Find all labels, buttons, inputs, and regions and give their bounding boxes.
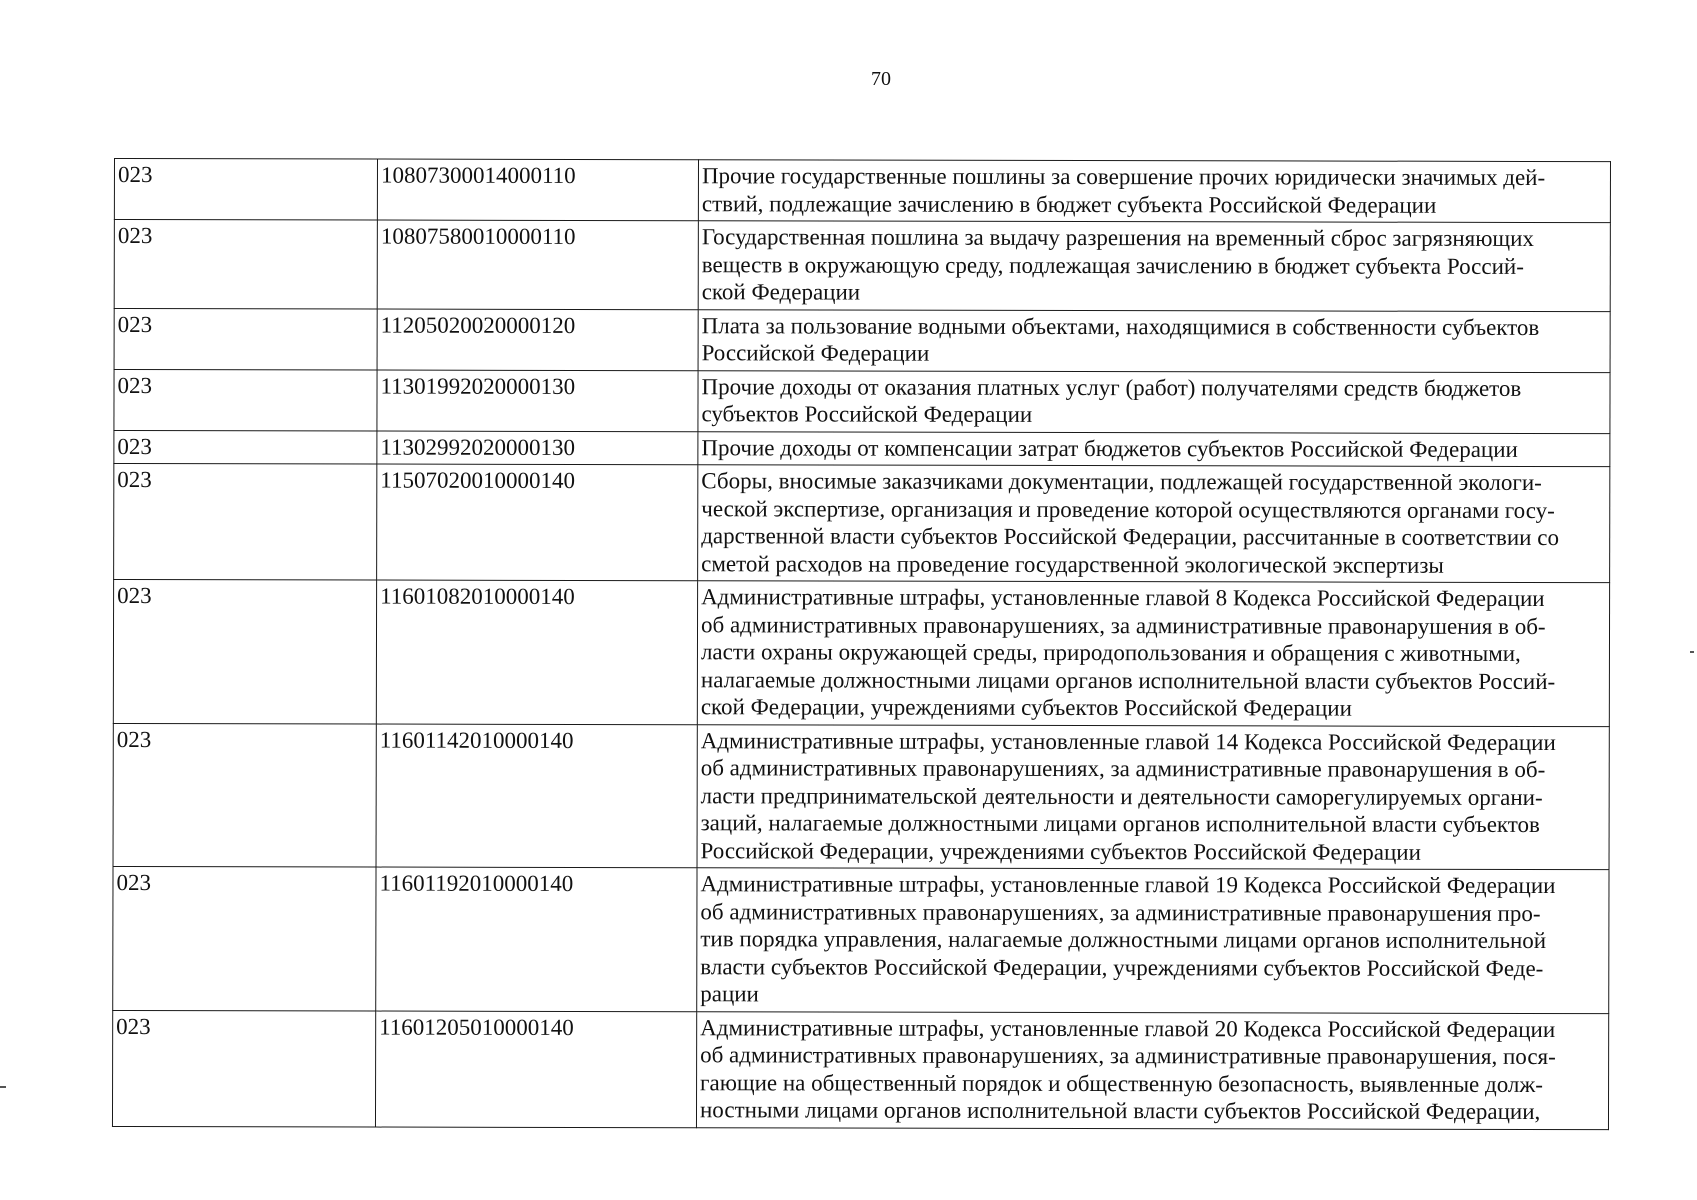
kbk-code-cell: 11302992020000130 <box>377 431 698 465</box>
table-row <box>114 220 1610 312</box>
description-cell <box>696 1011 1608 1129</box>
description-line: Плата за пользование водными объектами, находящимися в собственности субъектов <box>701 312 1540 340</box>
scan-mark <box>1690 651 1694 653</box>
admin-code-cell: 023 <box>113 723 376 867</box>
scan-mark <box>0 1086 6 1088</box>
description-line: об административных правонарушениях, за административные правонарушения про- <box>700 898 1541 926</box>
description-cell <box>698 431 1610 466</box>
description-line: Административные штрафы, установленные главой 14 Кодекса Российской Федерации <box>700 727 1556 755</box>
kbk-code-cell: 11507020010000140 <box>377 464 698 581</box>
description-line: Прочие государственные пошлины за совершение прочих юридически значимых дей- <box>701 163 1546 190</box>
description-cell <box>698 465 1610 583</box>
description-line: ской Федерации <box>701 279 861 305</box>
description-line: об административных правонарушениях, за административные правонарушения, пося- <box>700 1042 1556 1070</box>
description-line: налагаемые должностными лицами органов исполнительной власти субъектов Россий- <box>700 666 1556 694</box>
description-line: сметой расходов на проведение государственной экологической экспертизы <box>701 550 1444 578</box>
description-line: рации <box>700 981 759 1007</box>
table-row <box>113 580 1609 727</box>
description-line: ласти предпринимательской деятельности и деятельности саморегулируемых органи- <box>700 782 1543 810</box>
admin-code-cell: 023 <box>114 464 377 581</box>
description-line: об административных правонарушениях, за административные правонарушения в об- <box>700 611 1546 639</box>
description-line: ской Федерации, учреждениями субъектов Российской Федерации <box>700 694 1352 721</box>
description-line: Прочие доходы от оказания платных услуг (работ) получателями средств бюджетов <box>701 373 1522 401</box>
description-line: власти субъектов Российской Федерации, учреждениями субъектов Российской Феде- <box>700 953 1544 981</box>
table-row <box>113 723 1609 870</box>
admin-code-cell: 023 <box>112 1010 375 1127</box>
description-cell <box>697 724 1609 869</box>
description-line: субъектов Российской Федерации <box>701 401 1033 427</box>
description-line: Российской Федерации, учреждениями субъектов Российской Федерации <box>700 837 1421 865</box>
description-cell <box>697 868 1609 1013</box>
description-cell <box>698 221 1610 311</box>
table-row <box>112 1010 1608 1129</box>
description-line: заций, налагаемые должностными лицами органов исполнительной власти субъектов <box>700 810 1540 837</box>
kbk-code-cell: 10807580010000110 <box>377 220 698 309</box>
table-row <box>114 369 1610 433</box>
description-line: ствий, подлежащие зачислению в бюджет субъекта Российской Федерации <box>701 190 1437 218</box>
description-line: Административные штрафы, установленные главой 8 Кодекса Российской Федерации <box>701 584 1545 611</box>
admin-code-cell: 023 <box>114 220 377 309</box>
description-line: Государственная пошлина за выдачу разрешения на временный сброс загрязняющих <box>701 224 1534 251</box>
admin-code-cell: 023 <box>114 159 377 221</box>
admin-code-cell: 023 <box>113 866 376 1010</box>
table-row <box>114 308 1610 372</box>
description-line: ческой экспертизе, организация и проведение которой осуществляются органами госу- <box>701 495 1555 523</box>
description-cell <box>698 309 1610 372</box>
description-line: дарственной власти субъектов Российской Федерации, рассчитанные в соответствии со <box>701 523 1560 551</box>
description-line: Прочие доходы от компенсации затрат бюджетов субъектов Российской Федерации <box>701 434 1518 462</box>
table-row <box>114 159 1610 223</box>
table-row <box>113 866 1609 1013</box>
description-line: тив порядка управления, налагаемые должностными лицами органов исполнительной <box>700 926 1547 954</box>
description-cell <box>697 581 1609 726</box>
description-line: ностными лицами органов исполнительной власти субъектов Российской Федерации, <box>699 1097 1541 1124</box>
table-row <box>114 464 1610 583</box>
description-cell <box>698 160 1610 223</box>
kbk-code-cell: 11601192010000140 <box>376 867 697 1011</box>
kbk-code-cell: 11601205010000140 <box>375 1011 696 1128</box>
description-line: веществ в окружающую среду, подлежащая зачислению в бюджет субъекта Россий- <box>701 251 1524 279</box>
description-line: гающие на общественный порядок и общественную безопасность, выявленные долж- <box>700 1069 1543 1097</box>
admin-code-cell: 023 <box>114 308 377 370</box>
description-line: Административные штрафы, установленные главой 19 Кодекса Российской Федерации <box>700 871 1556 899</box>
kbk-code-cell: 11601142010000140 <box>376 724 697 868</box>
kbk-code-cell: 10807300014000110 <box>377 159 698 221</box>
kbk-code-cell: 11301992020000130 <box>377 370 698 432</box>
description-line: Российской Федерации <box>701 340 930 366</box>
table-row <box>114 430 1610 467</box>
description-line: Сборы, вносимые заказчиками документации, подлежащей государственной экологи- <box>701 468 1542 495</box>
description-line: Административные штрафы, установленные главой 20 Кодекса Российской Федерации <box>700 1014 1556 1042</box>
admin-code-cell: 023 <box>114 430 377 464</box>
kbk-code-cell: 11601082010000140 <box>376 580 697 724</box>
description-line: ласти охраны окружающей среды, природопользования и обращения с животными, <box>700 639 1521 666</box>
table-body <box>112 159 1610 1130</box>
description-cell <box>698 370 1610 433</box>
page-number: 70 <box>871 68 891 90</box>
kbk-code-cell: 11205020020000120 <box>377 309 698 371</box>
admin-code-cell: 023 <box>113 580 376 724</box>
admin-code-cell: 023 <box>114 369 377 431</box>
description-line: об административных правонарушениях, за административные правонарушения в об- <box>700 755 1546 782</box>
revenue-codes-table <box>112 158 1611 1130</box>
